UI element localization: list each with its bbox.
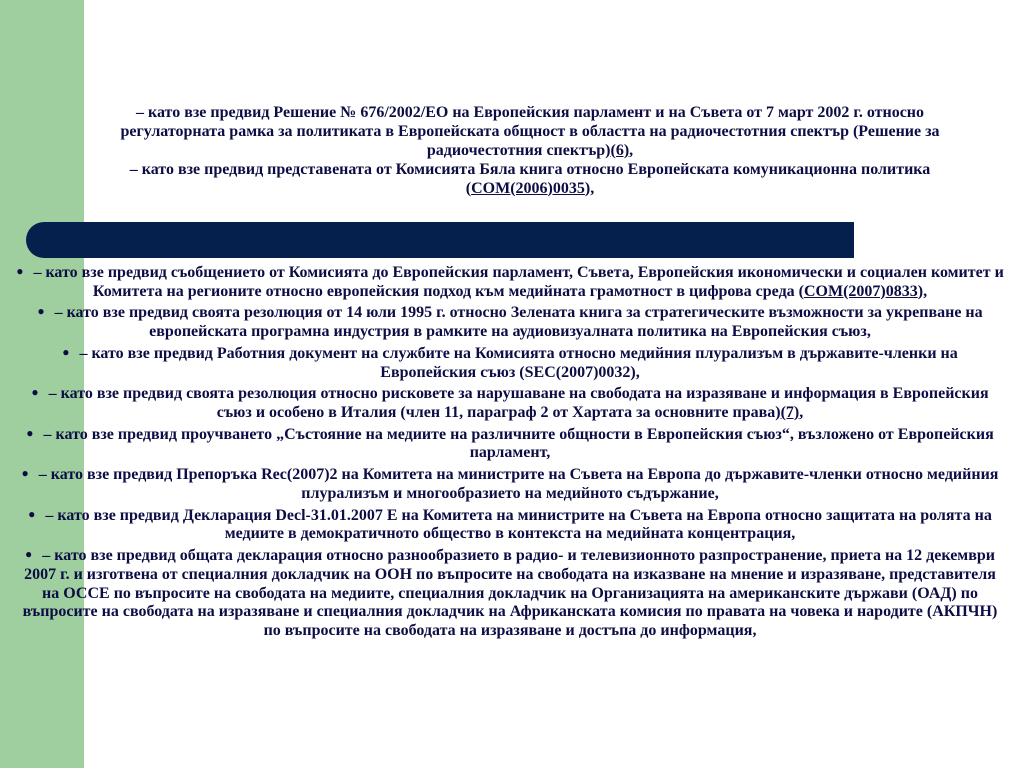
list-item xyxy=(14,385,1006,422)
list-item-text: – като взе предвид проучването „Състояние на медиите на различните общности в Европейския съюз“, възложено от Европейския парламент, xyxy=(43,425,994,462)
list-item-text: – като взе предвид Препоръка Rec(2007)2 на Комитета на министрите на Съвета на Европа до държавите-членки относно медийния плурализъм и многообразието на медийното съдържание, xyxy=(38,466,999,502)
navy-divider-bar xyxy=(26,222,854,258)
intro-paragraph-1-text: – като взе предвид Решение № 676/2002/ЕО на Европейския парламент и на Съвета от 7 март 2002 г. относно регулаторната рамка за политиката в Европейската общност в областта на радиочестотния спектър (Решение за радиочестотния спектър) xyxy=(120,104,940,159)
list-item xyxy=(14,304,1006,341)
intro-paragraph-2 xyxy=(96,161,964,199)
list-item xyxy=(14,426,1006,463)
list-item-text: – като взе предвид своята резолюция относно рисковете за нарушаване на свободата на изразяване и информация в Европейския съюз и особено в Италия (член 11, параграф 2 от Хартата за основните права) xyxy=(48,385,989,422)
bullet-icon: ● xyxy=(62,344,70,359)
list-item xyxy=(14,547,1006,641)
bullet-icon: ● xyxy=(28,506,36,521)
list-item-end: ), xyxy=(917,282,928,300)
list-item xyxy=(14,507,1006,544)
intro-paragraph-2-text: – като взе предвид представената от Комисията Бяла книга относно Европейската комуникационна политика ( xyxy=(129,160,931,197)
intro-block xyxy=(96,104,964,198)
list-item-text: – като взе предвид съобщението от Комисията до Европейския парламент, Съвета, Европейския икономически и социален комитет и Комитета на регионите относно европейския подход към медийната грамотност в цифрова среда ( xyxy=(33,264,1004,300)
bullet-icon: ● xyxy=(25,547,33,562)
bullet-icon: ● xyxy=(37,304,45,319)
list-item xyxy=(14,264,1006,301)
bullet-icon: ● xyxy=(31,385,39,400)
list-item-text: – като взе предвид Работния документ на службите на Комисията относно медийния плурализъм в държавите-членки на Европейския съюз (SEC(2007)0032), xyxy=(79,344,958,381)
list-item-text: – като взе предвид Декларация Decl-31.01.2007 E на Комитета на министрите на Съвета на Европа относно защитата на ролята на медиите в демократичното общество в контекста на медийната концентрация, xyxy=(45,506,992,543)
list-item-end: , xyxy=(799,404,804,422)
intro-paragraph-1-end: , xyxy=(629,141,634,159)
list-item-text: – като взе предвид общата декларация относно разнообразието в радио- и телевизионното разпространение, приета на 12 декември 2007 г. и изготвена от специалния докладчик на ООН по въпросите на свободата на изказване на мнение и изразяване, представителя на ОССЕ по въпросите на свободата на медиите, специалния докладчик на Организацията на американските държави (ОАД) по въпросите на свободата на изразяване и специалния докладчик на Африканската комисия по правата на човека и народите (АКПЧН) по въпросите на свободата на изразяване и достъпа до информация, xyxy=(22,547,998,639)
intro-paragraph-1 xyxy=(96,104,964,161)
footnote-link-6[interactable]: (6) xyxy=(610,141,630,159)
com-2007-0833-link[interactable]: COM(2007)0833 xyxy=(803,282,918,300)
intro-paragraph-2-end: ), xyxy=(584,179,595,197)
list-item-text: – като взе предвид своята резолюция от 14 юли 1995 г. относно Зелената книга за стратегическите възможности за укрепване на европейската програмна индустрия в рамките на аудиовизуалната политика на Европейския съюз, xyxy=(54,304,983,341)
bullet-icon: ● xyxy=(26,425,34,440)
bullet-icon: ● xyxy=(16,264,24,278)
com-2006-0035-link[interactable]: COM(2006)0035 xyxy=(471,179,585,197)
footnote-link-7[interactable]: (7) xyxy=(780,404,800,422)
list-item xyxy=(14,466,1006,503)
recital-list xyxy=(14,264,1006,644)
list-item xyxy=(14,345,1006,382)
bullet-icon: ● xyxy=(21,466,29,481)
